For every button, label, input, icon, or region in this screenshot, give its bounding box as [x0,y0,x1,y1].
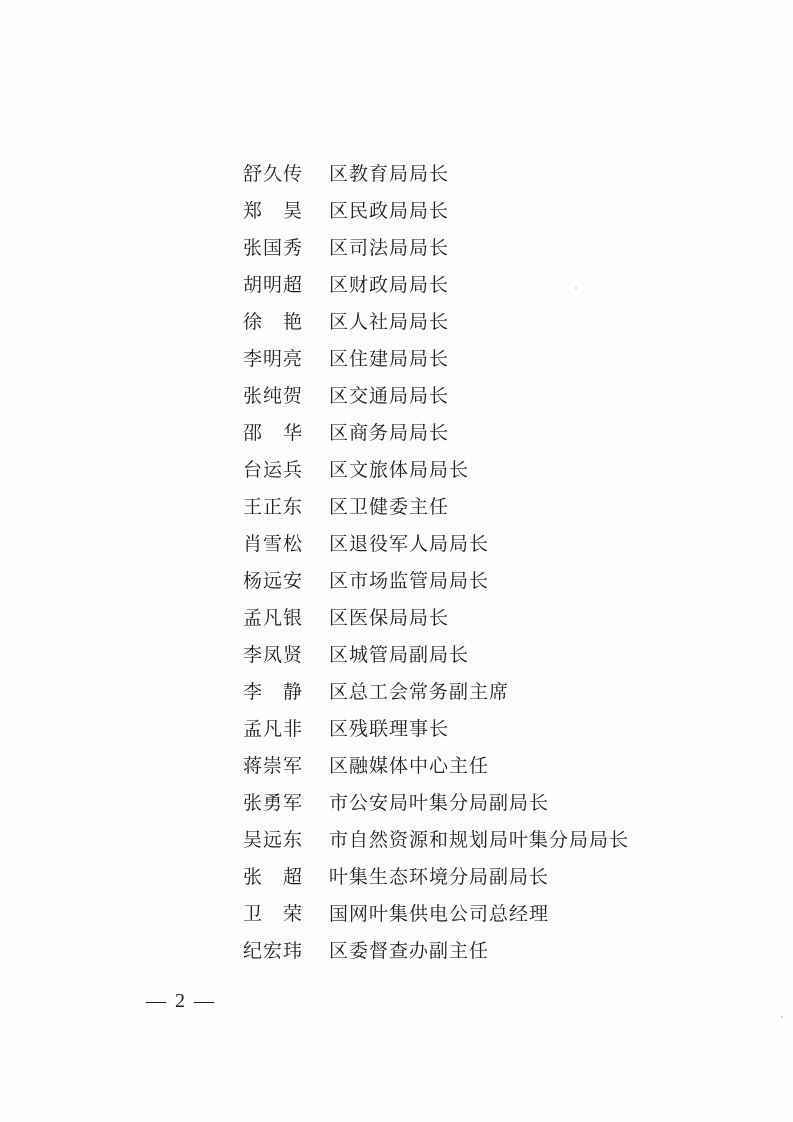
member-title: 区残联理事长 [329,718,450,740]
member-name: 李明亮 [243,348,304,370]
list-item [243,822,629,859]
member-title: 市公安局叶集分局副局长 [329,792,550,814]
list-item [243,415,629,452]
member-title: 区文旅体局局长 [329,459,470,481]
list-item [243,230,629,267]
list-item [243,859,629,896]
member-title: 区商务局局长 [329,422,450,444]
list-item [243,785,629,822]
member-name: 蒋崇军 [243,755,304,777]
member-title: 区教育局局长 [329,163,450,185]
member-title: 区医保局局长 [329,607,450,629]
member-name: 郑 昊 [243,200,304,222]
member-name: 徐 艳 [243,311,304,333]
member-name: 台运兵 [243,459,304,481]
page-number: — 2 — [146,990,216,1012]
member-name: 张勇军 [243,792,304,814]
member-name: 胡明超 [243,274,304,296]
member-name: 吴远东 [243,829,304,851]
list-item [243,156,629,193]
list-item [243,637,629,674]
member-title: 市自然资源和规划局叶集分局局长 [329,829,630,851]
list-item [243,304,629,341]
member-title: 区民政局局长 [329,200,450,222]
list-item [243,267,629,304]
list-item [243,748,629,785]
member-name: 卫 荣 [243,903,304,925]
member-title: 区人社局局长 [329,311,450,333]
member-name: 张纯贺 [243,385,304,407]
member-title: 国网叶集供电公司总经理 [329,903,550,925]
member-title: 区财政局局长 [329,274,450,296]
scan-speck [575,287,577,289]
list-item [243,341,629,378]
list-item [243,489,629,526]
list-item [243,452,629,489]
member-name: 孟凡银 [243,607,304,629]
member-name: 张国秀 [243,237,304,259]
list-item [243,896,629,933]
member-name: 舒久传 [243,163,304,185]
member-name: 纪宏玮 [243,940,304,962]
member-title: 区退役军人局局长 [329,533,490,555]
list-item [243,193,629,230]
member-title: 区融媒体中心主任 [329,755,490,777]
member-title: 区司法局局长 [329,237,450,259]
member-name: 邵 华 [243,422,304,444]
list-item [243,563,629,600]
member-title: 区卫健委主任 [329,496,450,518]
scan-speck [781,1016,783,1018]
list-item [243,378,629,415]
member-name: 孟凡非 [243,718,304,740]
member-title: 区住建局局长 [329,348,450,370]
member-title: 叶集生态环境分局副局长 [329,866,550,888]
member-name: 肖雪松 [243,533,304,555]
member-name: 李凤贤 [243,644,304,666]
member-name: 王正东 [243,496,304,518]
member-title: 区城管局副局长 [329,644,470,666]
list-item [243,600,629,637]
member-name: 张 超 [243,866,304,888]
member-name: 李 静 [243,681,304,703]
list-item [243,711,629,748]
list-item [243,526,629,563]
list-item [243,674,629,711]
member-title: 区委督查办副主任 [329,940,490,962]
member-title: 区交通局局长 [329,385,450,407]
list-item [243,933,629,970]
member-list [243,156,629,970]
member-name: 杨远安 [243,570,304,592]
member-title: 区市场监管局局长 [329,570,490,592]
member-title: 区总工会常务副主席 [329,681,510,703]
